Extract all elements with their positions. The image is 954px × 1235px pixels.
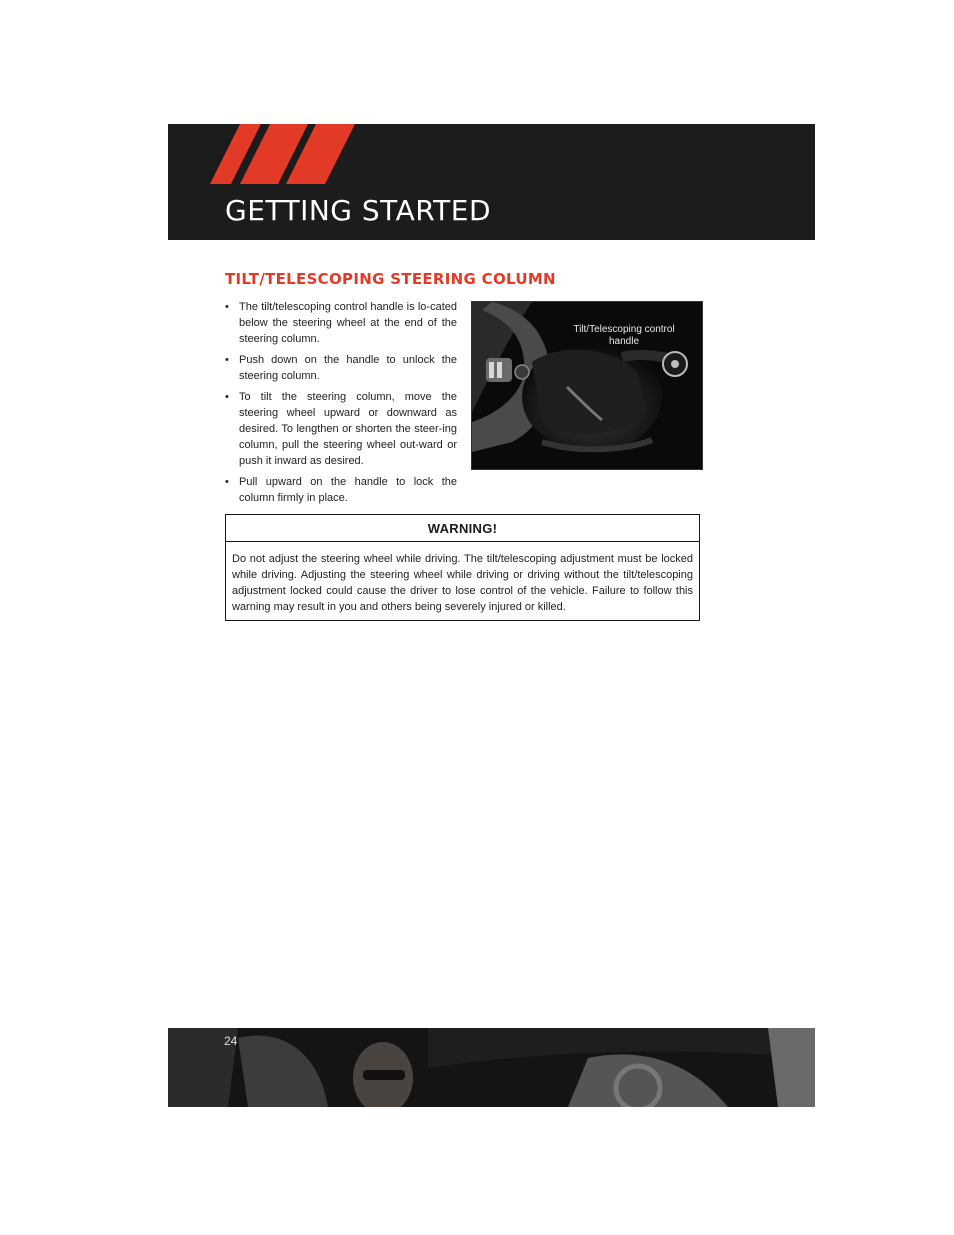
page-header bbox=[168, 124, 815, 240]
photo-caption: Tilt/Telescoping control handle bbox=[573, 324, 675, 347]
page-title: GETTING STARTED bbox=[225, 194, 492, 227]
page-footer bbox=[168, 1028, 815, 1107]
steering-column-photo bbox=[471, 301, 703, 470]
footer-photo-strip bbox=[168, 1028, 815, 1107]
list-item: • To tilt the steering column, move the steering wheel upward or downward as desired. To lengthen or shorten the steer-ing column, pull the steering wheel out-ward or push it inward as desired. bbox=[225, 389, 457, 469]
list-item: • Pull upward on the handle to lock the column firmly in place. bbox=[225, 474, 457, 506]
brand-stripes-icon bbox=[168, 124, 368, 184]
warning-box bbox=[225, 514, 700, 621]
instruction-list bbox=[225, 299, 457, 511]
list-item: • The tilt/telescoping control handle is lo-cated below the steering wheel at the end of the steering column. bbox=[225, 299, 457, 347]
list-item: • Push down on the handle to unlock the steering column. bbox=[225, 352, 457, 384]
page-number: 24 bbox=[224, 1034, 238, 1048]
warning-text: Do not adjust the steering wheel while driving. The tilt/telescoping adjustment must be locked while driving. Adjusting the steering wheel while driving or driving without the tilt/telescoping adjustment locked could cause the driver to lose control of the vehicle. Failure to follow this warning may result in you and others being severely injured or killed. bbox=[232, 553, 693, 613]
warning-heading: WARNING! bbox=[226, 515, 699, 542]
section-title: TILT/TELESCOPING STEERING COLUMN bbox=[225, 270, 556, 288]
